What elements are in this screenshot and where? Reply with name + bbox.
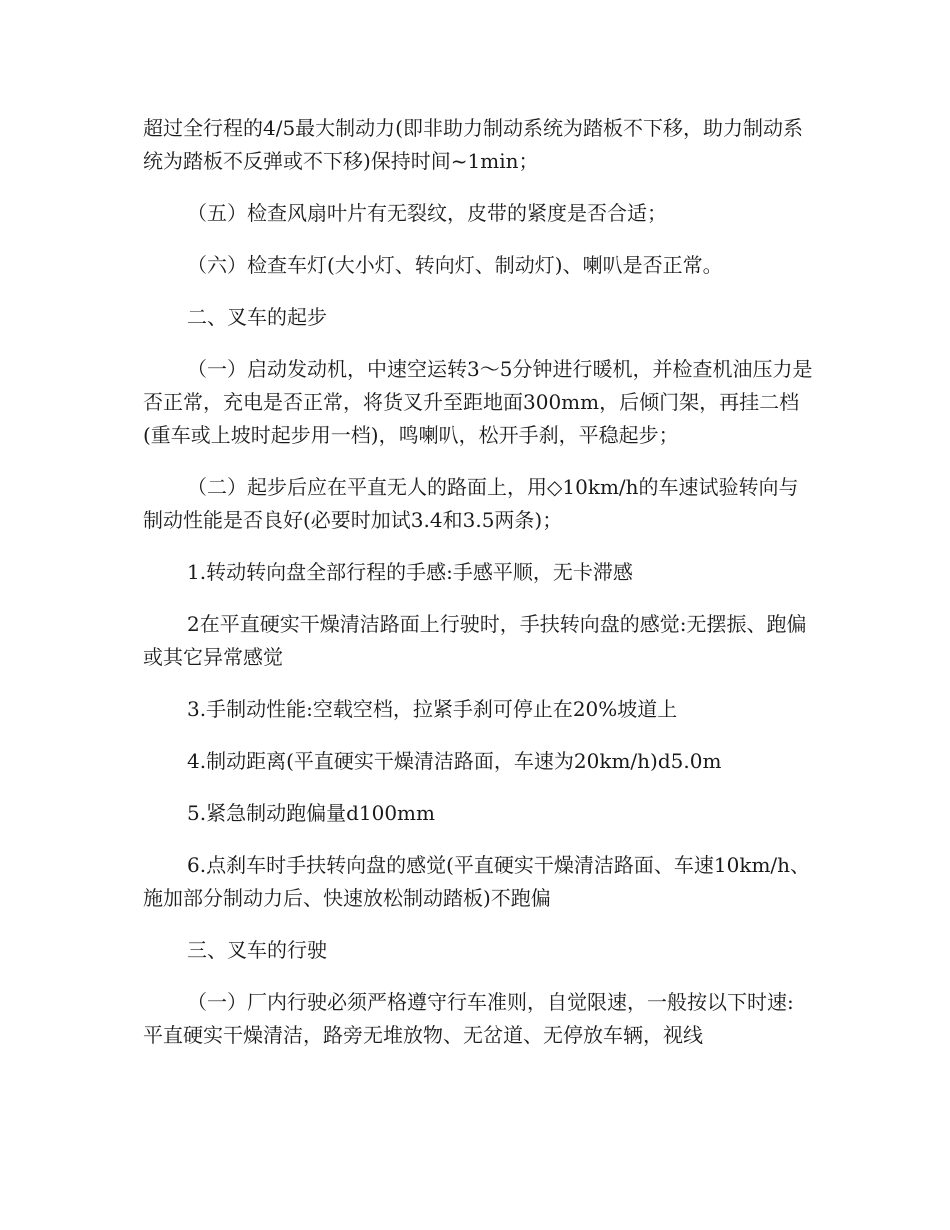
paragraph-test-steering: （二）起步后应在平直无人的路面上，用◇10km/h的车速试验转向与制动性能是否良好(必要时加试3.4和3.5两条)； (143, 475, 799, 532)
paragraph-start-engine: （一）启动发动机，中速空运转3～5分钟进行暖机，并检查机油压力是否正常，充电是否正常，将货叉升至距地面300mm，后倾门架，再挂二档(重车或上坡时起步用一档)，鸣喇叭，松开手刹，平稳起步； (143, 357, 813, 447)
section-heading-driving: 三、叉车的行驶 (187, 938, 327, 962)
paragraph-fan-check: （五）检查风扇叶片有无裂纹，皮带的紧度是否合适； (187, 201, 667, 225)
document-body (143, 112, 813, 1071)
list-item-3: 3.手制动性能:空载空档，拉紧手刹可停止在20%坡道上 (187, 697, 678, 721)
list-item-5: 5.紧急制动跑偏量d100mm (187, 801, 435, 825)
list-item-4: 4.制动距离(平直硬实干燥清洁路面，车速为20km/h)d5.0m (187, 749, 722, 773)
list-item-6: 6.点刹车时手扶转向盘的感觉(平直硬实干燥清洁路面、车速10km/h、施加部分制动力后、快速放松制动踏板)不跑偏 (143, 853, 811, 910)
list-item-1: 1.转动转向盘全部行程的手感:手感平顺，无卡滞感 (187, 560, 633, 584)
list-item-2: 2在平直硬实干燥清洁路面上行驶时，手扶转向盘的感觉:无摆振、跑偏或其它异常感觉 (143, 612, 807, 669)
paragraph-brake-force: 超过全行程的4/5最大制动力(即非助力制动系统为踏板不下移，助力制动系统为踏板不反弹或不下移)保持时间~1min； (143, 116, 803, 173)
paragraph-lights-check: （六）检查车灯(大小灯、转向灯、制动灯)、喇叭是否正常。 (187, 253, 723, 277)
section-heading-start: 二、叉车的起步 (187, 305, 327, 329)
paragraph-driving-rules: （一）厂内行驶必须严格遵守行车准则，自觉限速，一般按以下时速:平直硬实干燥清洁，路旁无堆放物、无岔道、无停放车辆，视线 (143, 990, 794, 1047)
